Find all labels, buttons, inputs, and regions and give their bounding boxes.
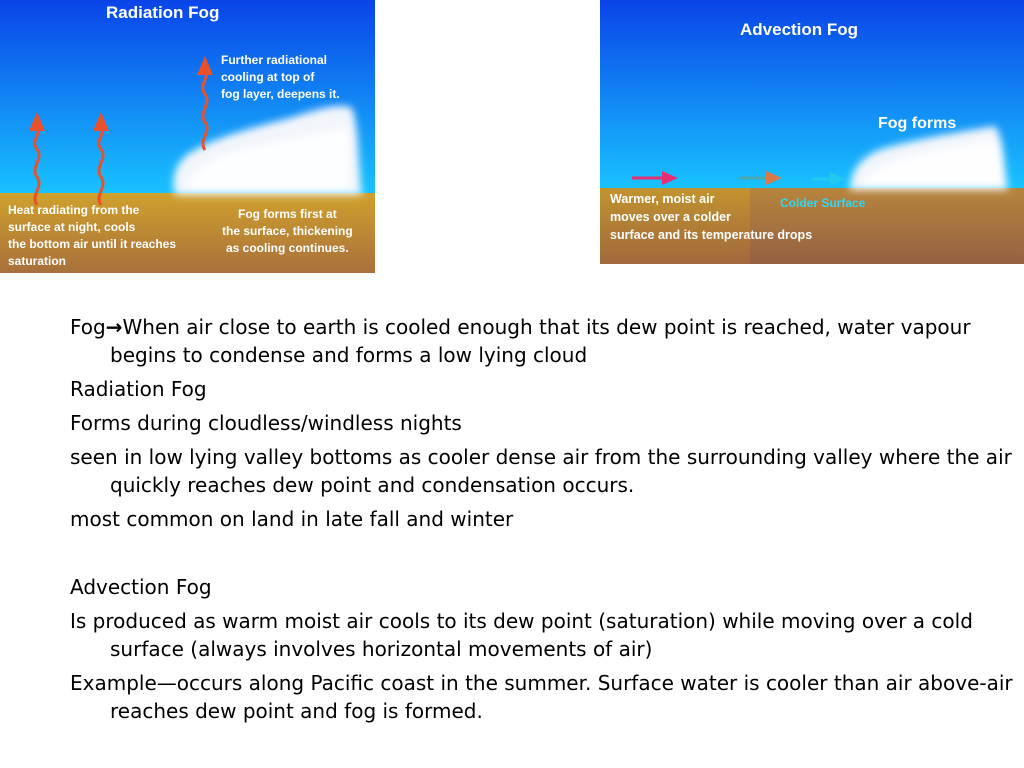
advection-fog-diagram: [600, 0, 1024, 264]
section-spacer: [70, 539, 1015, 567]
fog-forms-label: Fog forms: [878, 115, 957, 132]
right-arrow-icon: →: [105, 315, 123, 339]
advection-fog-heading: Advection Fog: [70, 575, 212, 599]
radiation-point-3: most common on land in late fall and winter: [70, 507, 514, 531]
fog-definition-text: When air close to earth is cooled enough that its dew point is reached, water vapour begins to condense and forms a low lying cloud: [110, 315, 971, 367]
radiation-fog-diagram: [0, 0, 375, 273]
radiation-fog-title: Radiation Fog: [106, 3, 220, 22]
radiation-point-2: seen in low lying valley bottoms as cooler dense air from the surrounding valley where the air quickly reaches dew point and condensation occurs.: [70, 445, 1012, 497]
fog-term: Fog: [70, 315, 106, 339]
fog-forms-first-note: Fog forms first at the surface, thickening as cooling continues.: [222, 207, 353, 255]
radiation-point-1: Forms during cloudless/windless nights: [70, 411, 462, 435]
advection-point-1: Is produced as warm moist air cools to its dew point (saturation) while moving over a cold surface (always involves horizontal movements of air): [70, 609, 973, 661]
heat-radiating-note: Heat radiating from the surface at night, cools the bottom air until it reaches saturation: [8, 203, 177, 268]
colder-surface-label: Colder Surface: [780, 196, 866, 210]
advection-fog-title: Advection Fog: [740, 20, 859, 39]
advection-point-2: Example—occurs along Pacific coast in the summer. Surface water is cooler than air above-air reaches dew point and fog is formed.: [70, 671, 1013, 723]
fog-definition: [70, 313, 1015, 369]
fog-description-text: [70, 313, 1015, 731]
radiation-fog-heading: Radiation Fog: [70, 377, 207, 401]
radiational-cooling-note: Further radiational cooling at top of fog layer, deepens it.: [221, 53, 340, 101]
warm-moist-air-note: Warmer, moist air moves over a colder surface and its temperature drops: [610, 192, 813, 242]
